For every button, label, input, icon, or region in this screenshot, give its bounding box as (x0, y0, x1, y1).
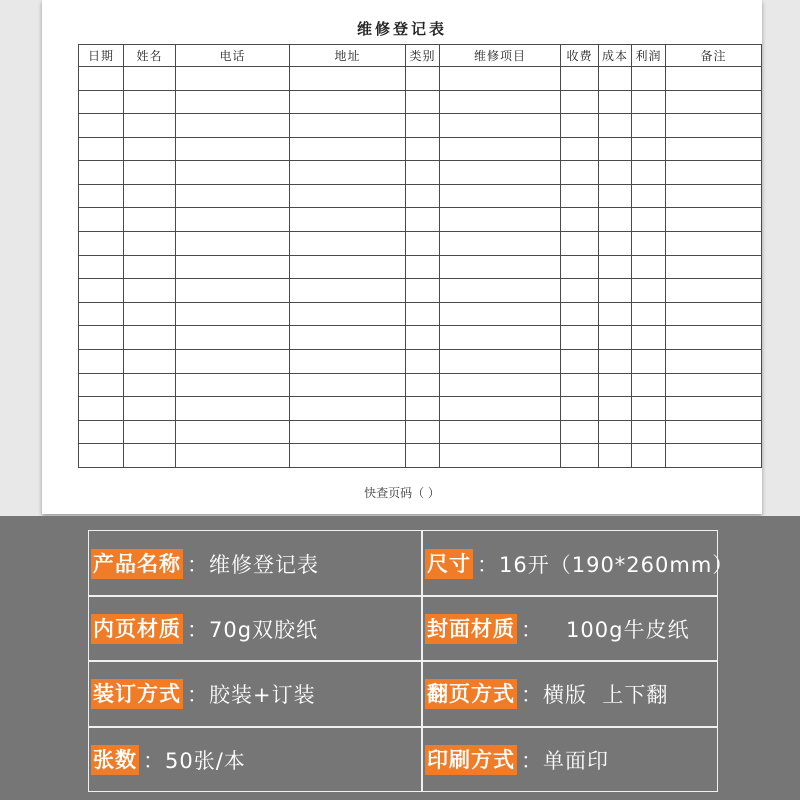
table-cell (440, 420, 561, 444)
table-cell (290, 302, 406, 326)
table-cell (176, 349, 290, 373)
table-cell (599, 90, 632, 114)
table-cell (632, 397, 666, 421)
table-row (79, 255, 762, 279)
table-cell (632, 279, 666, 303)
table-cell (440, 255, 561, 279)
table-cell (599, 326, 632, 350)
table-cell (440, 444, 561, 468)
spec-binding (91, 661, 316, 727)
table-cell (406, 397, 440, 421)
table-row (79, 232, 762, 256)
spec-inner-paper (91, 596, 318, 662)
table-row (79, 349, 762, 373)
table-cell (176, 302, 290, 326)
table-cell (406, 114, 440, 138)
table-cell (406, 279, 440, 303)
table-cell (599, 184, 632, 208)
table-cell (290, 67, 406, 91)
table-cell (406, 161, 440, 185)
table-cell (440, 397, 561, 421)
table-cell (124, 349, 176, 373)
spec-label: 印刷方式 (425, 745, 517, 775)
table-cell (290, 444, 406, 468)
table-row (79, 373, 762, 397)
table-row (79, 397, 762, 421)
column-header: 维修项目 (440, 45, 561, 67)
spec-value: ：胶装+订装 (187, 683, 316, 707)
table-cell (176, 444, 290, 468)
table-cell (124, 420, 176, 444)
table-cell (632, 208, 666, 232)
table-cell (79, 137, 124, 161)
spec-panel (0, 516, 800, 800)
table-cell (79, 161, 124, 185)
column-header: 成本 (599, 45, 632, 67)
table-row (79, 114, 762, 138)
table-cell (632, 67, 666, 91)
table-cell (124, 232, 176, 256)
spec-value: ：单面印 (521, 749, 609, 773)
table-row (79, 67, 762, 91)
table-cell (79, 420, 124, 444)
table-cell (79, 255, 124, 279)
table-cell (176, 373, 290, 397)
table-cell (440, 326, 561, 350)
table-cell (561, 349, 599, 373)
table-cell (176, 90, 290, 114)
table-cell (599, 373, 632, 397)
spec-sheet-count (91, 727, 246, 793)
table-cell (666, 232, 762, 256)
table-cell (632, 161, 666, 185)
table-cell (406, 232, 440, 256)
table-cell (176, 114, 290, 138)
column-header: 地址 (290, 45, 406, 67)
column-header: 利润 (632, 45, 666, 67)
table-cell (440, 114, 561, 138)
table-row (79, 302, 762, 326)
table-cell (561, 326, 599, 350)
table-cell (79, 208, 124, 232)
table-row (79, 90, 762, 114)
table-cell (176, 208, 290, 232)
table-cell (176, 184, 290, 208)
table-cell (666, 114, 762, 138)
table-cell (406, 302, 440, 326)
table-cell (632, 302, 666, 326)
spec-page-turn (425, 661, 668, 727)
spec-size (425, 531, 734, 597)
table-cell (124, 397, 176, 421)
table-cell (406, 90, 440, 114)
table-cell (599, 161, 632, 185)
column-header: 日期 (79, 45, 124, 67)
table-cell (79, 397, 124, 421)
table-cell (632, 137, 666, 161)
table-cell (561, 255, 599, 279)
table-cell (406, 184, 440, 208)
table-cell (599, 67, 632, 91)
table-cell (290, 326, 406, 350)
table-cell (666, 161, 762, 185)
table-cell (440, 373, 561, 397)
table-cell (561, 397, 599, 421)
table-cell (290, 349, 406, 373)
page-index-label: 快查页码（ ） (364, 486, 440, 500)
table-cell (290, 232, 406, 256)
table-cell (124, 255, 176, 279)
table-cell (599, 420, 632, 444)
table-cell (290, 397, 406, 421)
table-cell (666, 184, 762, 208)
table-cell (79, 302, 124, 326)
table-cell (632, 90, 666, 114)
table-cell (561, 444, 599, 468)
table-cell (666, 349, 762, 373)
table-cell (599, 302, 632, 326)
table-cell (290, 255, 406, 279)
spec-value: ： 100g牛皮纸 (521, 618, 690, 642)
table-cell (632, 349, 666, 373)
table-cell (599, 397, 632, 421)
table-cell (561, 114, 599, 138)
spec-label: 内页材质 (91, 614, 183, 644)
table-cell (290, 184, 406, 208)
table-cell (290, 279, 406, 303)
table-cell (440, 349, 561, 373)
table-cell (561, 279, 599, 303)
table-cell (406, 326, 440, 350)
table-cell (666, 137, 762, 161)
spec-label: 翻页方式 (425, 679, 517, 709)
table-cell (79, 232, 124, 256)
table-row (79, 161, 762, 185)
spec-printing (425, 727, 609, 793)
table-cell (561, 302, 599, 326)
table-cell (561, 161, 599, 185)
column-header: 收费 (561, 45, 599, 67)
table-cell (290, 420, 406, 444)
table-cell (124, 67, 176, 91)
table-cell (406, 67, 440, 91)
table-row (79, 137, 762, 161)
form-sheet (42, 0, 762, 514)
table-cell (632, 232, 666, 256)
table-cell (440, 302, 561, 326)
table-cell (406, 420, 440, 444)
table-cell (666, 444, 762, 468)
table-cell (632, 420, 666, 444)
table-cell (79, 373, 124, 397)
register-table (78, 44, 762, 468)
table-cell (124, 279, 176, 303)
table-cell (79, 90, 124, 114)
table-cell (666, 326, 762, 350)
table-row (79, 208, 762, 232)
spec-value: ：50张/本 (143, 749, 246, 773)
table-cell (79, 184, 124, 208)
table-cell (599, 444, 632, 468)
spec-value: ：横版 上下翻 (521, 683, 669, 707)
table-cell (666, 67, 762, 91)
table-cell (124, 208, 176, 232)
table-cell (599, 208, 632, 232)
table-cell (440, 90, 561, 114)
table-cell (124, 114, 176, 138)
table-cell (440, 161, 561, 185)
table-cell (632, 114, 666, 138)
table-cell (632, 326, 666, 350)
table-cell (440, 67, 561, 91)
table-cell (176, 232, 290, 256)
table-cell (290, 114, 406, 138)
table-row (79, 420, 762, 444)
column-header: 姓名 (124, 45, 176, 67)
spec-value: ：70g双胶纸 (187, 618, 319, 642)
table-cell (124, 326, 176, 350)
table-cell (124, 184, 176, 208)
table-cell (176, 279, 290, 303)
table-cell (290, 161, 406, 185)
spec-grid (88, 530, 735, 792)
table-cell (599, 279, 632, 303)
column-header: 类别 (406, 45, 440, 67)
table-cell (561, 137, 599, 161)
table-cell (561, 90, 599, 114)
table-row (79, 184, 762, 208)
table-cell (124, 444, 176, 468)
spec-label: 张数 (91, 745, 139, 775)
table-header-row (79, 45, 762, 67)
table-cell (666, 255, 762, 279)
table-cell (406, 137, 440, 161)
table-cell (79, 114, 124, 138)
table-cell (79, 326, 124, 350)
table-cell (406, 444, 440, 468)
table-cell (440, 137, 561, 161)
table-cell (176, 326, 290, 350)
table-row (79, 279, 762, 303)
table-cell (561, 208, 599, 232)
table-cell (440, 232, 561, 256)
table-cell (176, 397, 290, 421)
table-cell (406, 255, 440, 279)
table-cell (561, 373, 599, 397)
table-cell (440, 208, 561, 232)
table-cell (406, 349, 440, 373)
table-cell (290, 137, 406, 161)
table-cell (290, 208, 406, 232)
table-cell (79, 349, 124, 373)
spec-value: ：维修登记表 (187, 553, 319, 577)
table-row (79, 326, 762, 350)
table-cell (599, 255, 632, 279)
table-cell (79, 67, 124, 91)
table-cell (666, 373, 762, 397)
table-cell (561, 232, 599, 256)
table-cell (632, 255, 666, 279)
table-cell (124, 302, 176, 326)
table-cell (124, 161, 176, 185)
table-cell (666, 90, 762, 114)
spec-label: 尺寸 (425, 549, 473, 579)
table-cell (599, 349, 632, 373)
spec-cover-paper (425, 596, 689, 662)
spec-label: 产品名称 (91, 549, 183, 579)
table-cell (79, 279, 124, 303)
table-cell (176, 161, 290, 185)
table-cell (290, 373, 406, 397)
table-cell (561, 420, 599, 444)
table-cell (666, 397, 762, 421)
spec-label: 装订方式 (91, 679, 183, 709)
table-cell (599, 137, 632, 161)
table-cell (79, 444, 124, 468)
table-cell (176, 137, 290, 161)
table-cell (666, 302, 762, 326)
table-cell (290, 90, 406, 114)
table-cell (599, 232, 632, 256)
table-cell (632, 184, 666, 208)
table-cell (599, 114, 632, 138)
table-cell (632, 444, 666, 468)
table-cell (176, 67, 290, 91)
table-cell (176, 255, 290, 279)
table-cell (666, 208, 762, 232)
table-row (79, 444, 762, 468)
table-cell (406, 208, 440, 232)
table-cell (176, 420, 290, 444)
table-cell (124, 90, 176, 114)
table-cell (124, 373, 176, 397)
spec-label: 封面材质 (425, 614, 517, 644)
table-cell (666, 279, 762, 303)
spec-product-name (91, 531, 319, 597)
table-cell (440, 184, 561, 208)
table-cell (561, 184, 599, 208)
table-cell (124, 137, 176, 161)
table-cell (666, 420, 762, 444)
sheet-title: 维修登记表 (356, 20, 447, 38)
table-cell (632, 373, 666, 397)
spec-value: ：16开（190*260mm） (477, 553, 735, 577)
column-header: 电话 (176, 45, 290, 67)
column-header: 备注 (666, 45, 762, 67)
table-cell (561, 67, 599, 91)
table-cell (406, 373, 440, 397)
table-cell (440, 279, 561, 303)
